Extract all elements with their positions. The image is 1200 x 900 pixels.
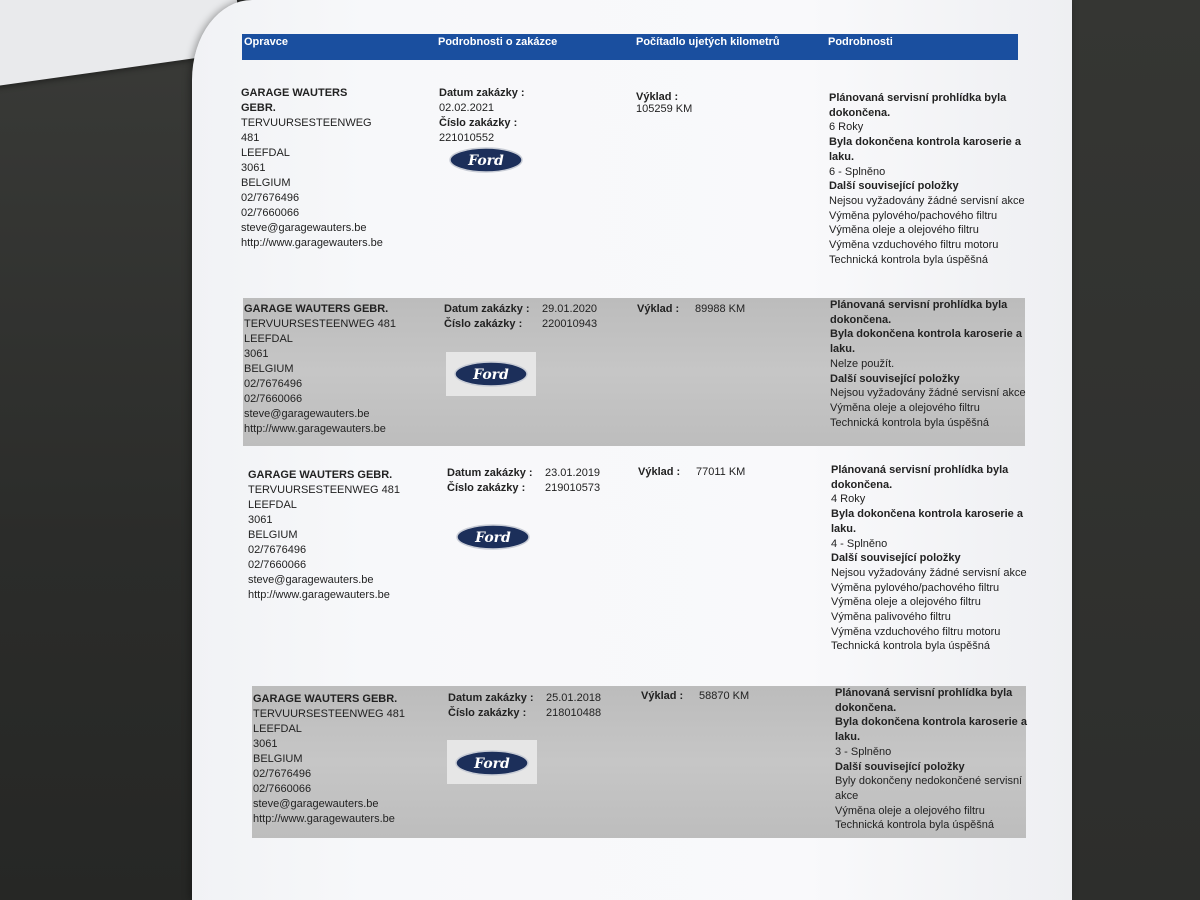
order-number-value: 221010552 [439, 132, 495, 144]
detail-line: Nejsou vyžadovány žádné servisní akce [831, 566, 1027, 579]
detail-line: Byla dokončena kontrola karoserie a laku. [830, 328, 1022, 356]
detail-line: Technická kontrola byla úspěšná [829, 253, 988, 266]
odometer-label: Výklad : [638, 466, 681, 478]
odometer-reading [636, 91, 694, 115]
odometer-reading [637, 303, 745, 315]
header-order-details: Podrobnosti o zakázce [438, 36, 558, 48]
garage-phone-2: 02/7660066 [253, 783, 312, 795]
order-date-label: Datum zakázky : [448, 692, 534, 704]
garage-phone-2: 02/7660066 [241, 207, 300, 219]
detail-line: Nejsou vyžadovány žádné servisní akce [829, 194, 1025, 207]
detail-line: Výměna palivového filtru [831, 611, 951, 624]
service-details [830, 298, 1030, 430]
detail-line: Výměna oleje a olejového filtru [835, 804, 985, 817]
order-date-value: 25.01.2018 [546, 692, 602, 704]
detail-line: Byla dokončena kontrola karoserie a laku. [829, 136, 1021, 163]
order-date-value: 02.02.2021 [439, 102, 495, 114]
detail-line: Další související položky [831, 552, 961, 565]
order-number-label: Číslo zakázky : [447, 482, 526, 494]
garage-email: steve@garagewauters.be [253, 798, 379, 810]
garage-city: LEEFDAL [244, 333, 293, 345]
garage-street: TERVUURSESTEENWEG 481 [244, 318, 397, 330]
detail-line: Výměna oleje a olejového filtru [829, 224, 979, 237]
garage-address [248, 468, 400, 603]
order-number-value: 218010488 [546, 707, 602, 719]
detail-line: 6 - Splněno [829, 165, 886, 178]
odometer-value: 58870 KM [699, 690, 750, 702]
order-number-value: 219010573 [545, 482, 601, 494]
detail-line: Výměna pylového/pachového filtru [831, 581, 1000, 594]
garage-phone-1: 02/7676496 [244, 378, 303, 390]
header-odometer: Počítadlo ujetých kilometrů [636, 36, 780, 48]
garage-email: steve@garagewauters.be [241, 222, 367, 234]
detail-line: Nelze použít. [830, 357, 895, 370]
garage-zip: 3061 [241, 162, 266, 174]
svg-text:Ford: Ford [474, 756, 510, 772]
detail-line: Výměna oleje a olejového filtru [830, 401, 980, 414]
garage-country: BELGIUM [241, 177, 291, 189]
order-date-value: 29.01.2020 [542, 303, 598, 315]
detail-line: 3 - Splněno [835, 745, 892, 758]
garage-street: TERVUURSESTEENWEG 481 [241, 117, 372, 144]
odometer-value: 105259 KM [636, 103, 693, 115]
detail-line: Plánovaná servisní prohlídka byla dokončena. [831, 464, 1009, 491]
odometer-label: Výklad : [636, 91, 679, 103]
detail-line: 4 Roky [831, 493, 866, 506]
odometer-value: 77011 KM [696, 466, 746, 478]
garage-zip: 3061 [248, 514, 273, 526]
detail-line: Plánovaná servisní prohlídka byla dokončena. [830, 299, 1008, 326]
detail-line: Další související položky [835, 760, 965, 773]
order-date-label: Datum zakázky : [447, 467, 533, 479]
service-details [829, 91, 1029, 267]
detail-line: Výměna vzduchového filtru motoru [829, 239, 999, 252]
garage-country: BELGIUM [244, 363, 294, 375]
order-date-label: Datum zakázky : [439, 87, 525, 99]
garage-email: steve@garagewauters.be [244, 408, 370, 420]
garage-name: GARAGE WAUTERS GEBR. [241, 87, 348, 114]
detail-line: Technická kontrola byla úspěšná [835, 819, 994, 832]
ford-logo-icon [455, 750, 529, 776]
order-date-label: Datum zakázky : [444, 303, 530, 315]
order-info [447, 466, 600, 496]
garage-name: GARAGE WAUTERS GEBR. [253, 693, 398, 705]
detail-line: Byla dokončena kontrola karoserie a laku. [835, 716, 1027, 744]
order-number-label: Číslo zakázky : [448, 707, 527, 719]
desk-background-right [1070, 0, 1200, 900]
detail-line: Nejsou vyžadovány žádné servisní akce [830, 387, 1026, 400]
detail-line: Plánovaná servisní prohlídka byla dokončena. [829, 92, 1007, 119]
garage-address [241, 86, 383, 251]
garage-street: TERVUURSESTEENWEG 481 [248, 484, 401, 496]
odometer-label: Výklad : [641, 690, 684, 702]
garage-city: LEEFDAL [248, 499, 297, 511]
detail-line: Technická kontrola byla úspěšná [831, 640, 990, 653]
garage-email: steve@garagewauters.be [248, 574, 374, 586]
garage-street: TERVUURSESTEENWEG 481 [253, 708, 406, 720]
garage-country: BELGIUM [248, 529, 298, 541]
detail-line: 4 - Splněno [831, 537, 888, 550]
detail-line: Plánovaná servisní prohlídka byla dokončena. [835, 687, 1013, 714]
garage-city: LEEFDAL [241, 147, 290, 159]
detail-line: Byla dokončena kontrola karoserie a laku. [831, 508, 1023, 535]
ford-logo-icon [454, 361, 528, 387]
detail-line: Výměna pylového/pachového filtru [829, 209, 998, 222]
detail-line: Výměna vzduchového filtru motoru [831, 625, 1001, 638]
order-info [439, 86, 537, 146]
garage-phone-1: 02/7676496 [253, 768, 312, 780]
garage-city: LEEFDAL [253, 723, 302, 735]
order-number-label: Číslo zakázky : [444, 318, 523, 330]
odometer-value: 89988 KM [695, 303, 746, 315]
service-details [831, 463, 1031, 654]
detail-line: Byly dokončeny nedokončené servisní akce [835, 775, 1023, 802]
garage-country: BELGIUM [253, 753, 303, 765]
order-info [444, 302, 597, 332]
detail-line: Další související položky [830, 372, 960, 385]
service-details [835, 686, 1035, 833]
desk-background-left [0, 0, 210, 900]
header-details: Podrobnosti [828, 36, 893, 48]
odometer-reading [641, 690, 749, 702]
ford-logo-icon [456, 524, 530, 550]
ford-logo-icon [449, 147, 523, 173]
table-header-bar [242, 34, 1018, 60]
garage-address [244, 302, 396, 437]
garage-website: http://www.garagewauters.be [241, 237, 383, 249]
garage-website: http://www.garagewauters.be [248, 589, 390, 601]
order-number-value: 220010943 [542, 318, 598, 330]
garage-website: http://www.garagewauters.be [253, 813, 395, 825]
garage-name: GARAGE WAUTERS GEBR. [244, 303, 389, 315]
garage-phone-2: 02/7660066 [248, 559, 307, 571]
detail-line: Další související položky [829, 180, 959, 193]
odometer-reading [638, 466, 745, 478]
garage-phone-2: 02/7660066 [244, 393, 303, 405]
order-date-value: 23.01.2019 [545, 467, 601, 479]
garage-zip: 3061 [253, 738, 278, 750]
garage-phone-1: 02/7676496 [248, 544, 307, 556]
garage-website: http://www.garagewauters.be [244, 423, 386, 435]
garage-name: GARAGE WAUTERS GEBR. [248, 469, 393, 481]
svg-text:Ford: Ford [468, 153, 504, 169]
garage-address [253, 692, 405, 827]
order-number-label: Číslo zakázky : [439, 117, 518, 129]
odometer-label: Výklad : [637, 303, 680, 315]
header-repairer: Opravce [244, 36, 289, 48]
detail-line: Výměna oleje a olejového filtru [831, 596, 981, 609]
svg-text:Ford: Ford [475, 530, 511, 546]
order-info [448, 691, 601, 721]
garage-zip: 3061 [244, 348, 269, 360]
svg-text:Ford: Ford [473, 367, 509, 383]
detail-line: 6 Roky [829, 121, 864, 134]
garage-phone-1: 02/7676496 [241, 192, 300, 204]
detail-line: Technická kontrola byla úspěšná [830, 416, 989, 429]
